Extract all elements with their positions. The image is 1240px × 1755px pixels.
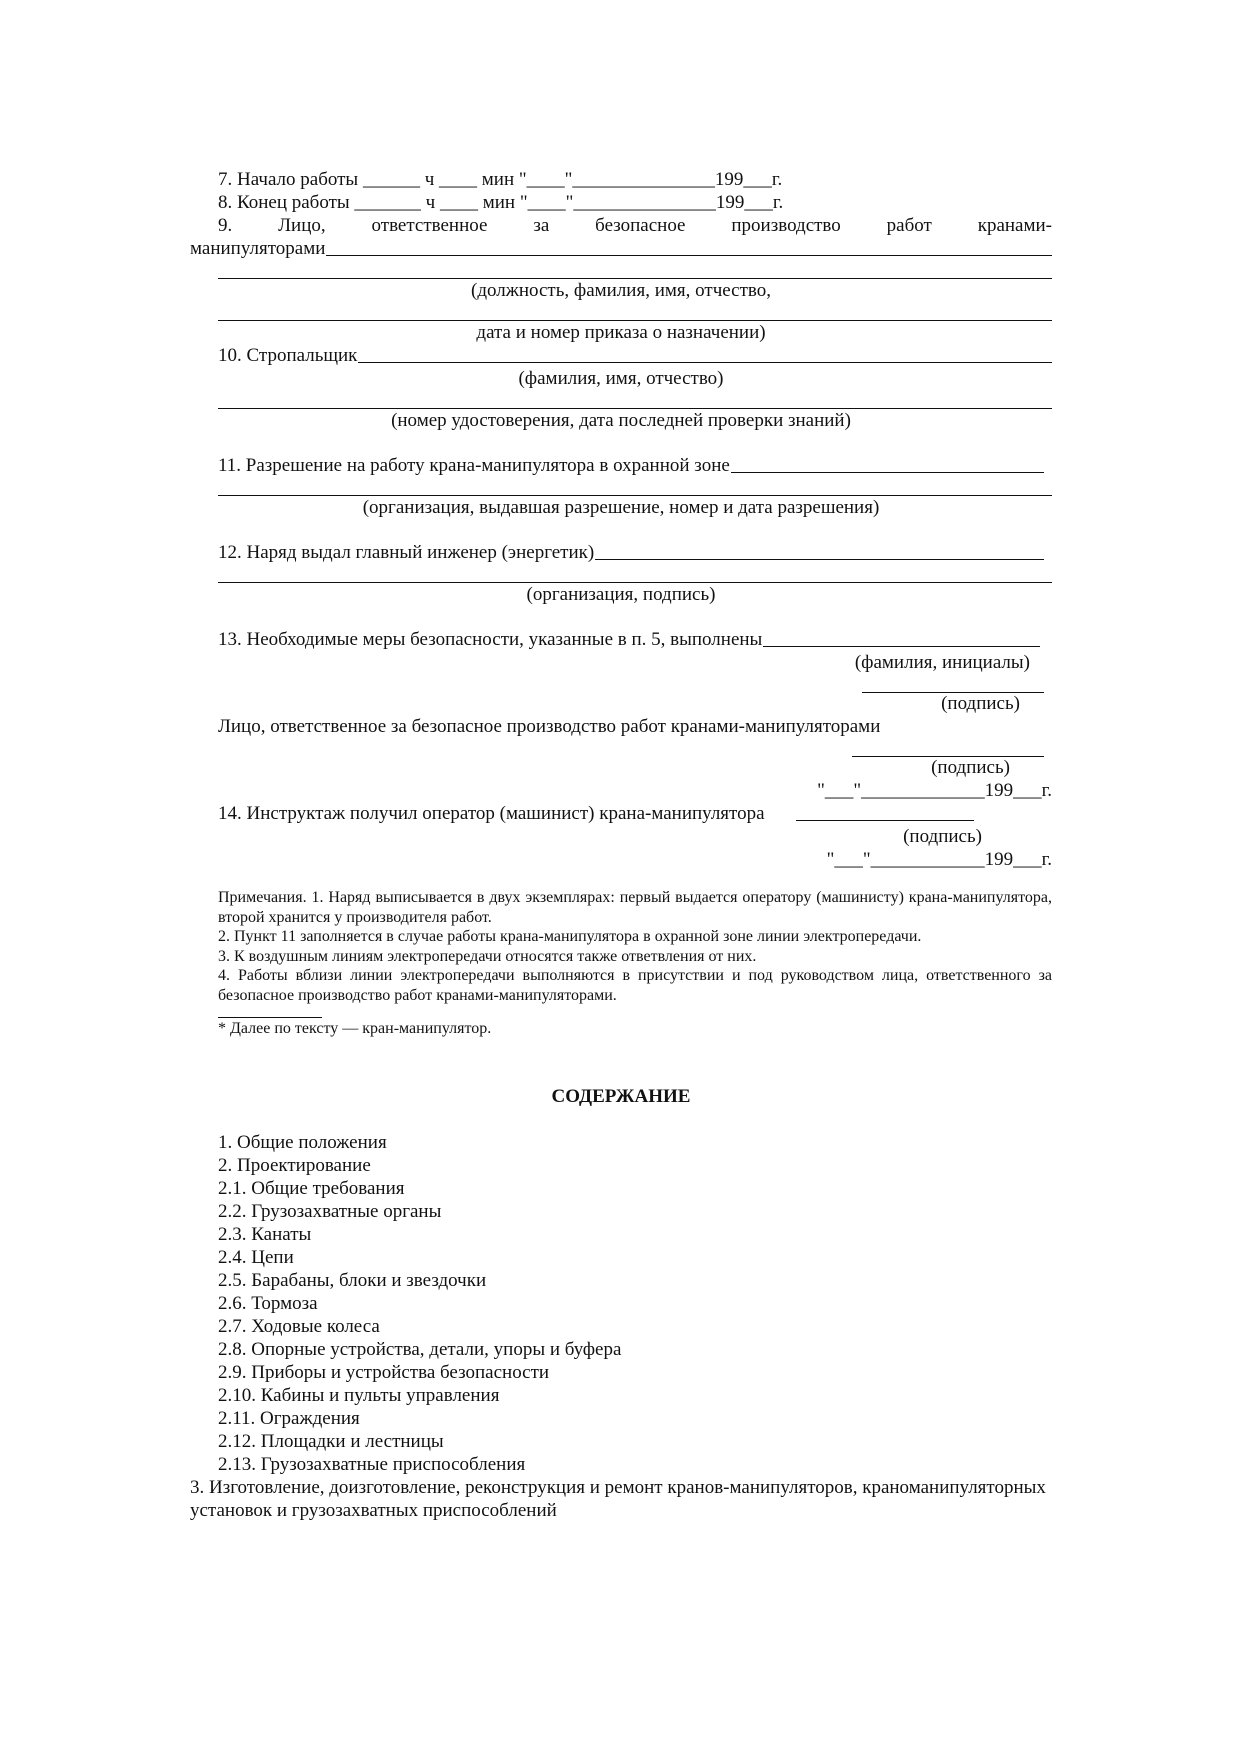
contents-item: 2.11. Ограждения: [218, 1407, 360, 1429]
form-item-14-label: 14. Инструктаж получил оператор (машинист) крана-манипулятора: [218, 803, 765, 824]
footnote: * Далее по тексту — кран-манипулятор.: [218, 1020, 492, 1037]
blank-line: [218, 302, 1052, 321]
contents-item: 2.1. Общие требования: [218, 1177, 405, 1199]
contents-item: 1. Общие положения: [218, 1131, 387, 1153]
contents-item: 2.2. Грузозахватные органы: [218, 1200, 442, 1222]
form-item-11-caption: (организация, выдавшая разрешение, номер и дата разрешения): [362, 497, 880, 518]
responsible-person: Лицо, ответственное за безопасное производство работ кранами-манипуляторами: [218, 716, 881, 737]
contents-item: 2.10. Кабины и пульты управления: [218, 1384, 500, 1406]
form-item-8: 8. Конец работы _______ ч ____ мин "____"_______________199___г.: [218, 192, 784, 213]
note-1: Примечания. 1. Наряд выписывается в двух экземплярах: первый выдается оператору (машинисту) крана-манипулятора, второй хранится у производителя работ.: [218, 889, 1052, 926]
fill-line: [358, 361, 1052, 363]
form-item-13: [190, 628, 1052, 651]
form-item-12-caption: (организация, подпись): [526, 584, 716, 605]
form-item-11-label: 11. Разрешение на работу крана-манипулятора в охранной зоне: [218, 455, 730, 476]
form-item-9-line1: 9. Лицо, ответственное за безопасное производство работ кранами-: [218, 215, 1052, 236]
fill-line: [763, 645, 1040, 647]
contents-item: 2. Проектирование: [218, 1154, 371, 1176]
form-item-9-line2: [190, 237, 1052, 260]
contents-item: 2.9. Приборы и устройства безопасности: [218, 1361, 550, 1383]
document-page: [190, 168, 1052, 1522]
note-2: 2. Пункт 11 заполняется в случае работы крана-манипулятора в охранной зоне линии электропередачи.: [218, 928, 922, 945]
form-item-9-caption2: дата и номер приказа о назначении): [476, 322, 766, 343]
form-item-12: [190, 541, 1052, 564]
fill-line: [731, 471, 1044, 473]
form-item-10: [190, 344, 1052, 367]
form-item-14: [190, 802, 1052, 825]
contents-item-3: 3. Изготовление, доизготовление, реконструкция и ремонт кранов-манипуляторов, краноманипуляторных установок и грузозахватных приспособлений: [190, 1476, 1046, 1521]
contents-item: 2.12. Площадки и лестницы: [218, 1430, 444, 1452]
form-item-14-date: "___"____________199___г.: [826, 849, 1052, 870]
fill-line: [595, 558, 1044, 560]
form-item-12-label: 12. Наряд выдал главный инженер (энергетик): [218, 542, 595, 563]
blank-line: [218, 390, 1052, 409]
fill-line: [796, 819, 974, 821]
form-item-14-caption: (подпись): [903, 826, 982, 847]
contents-item: 2.6. Тормоза: [218, 1292, 318, 1314]
notes-block: [190, 888, 1052, 1039]
form-item-13-label: 13. Необходимые меры безопасности, указанные в п. 5, выполнены: [218, 629, 763, 650]
form-item-13-caption2: (подпись): [941, 693, 1020, 714]
form-item-10-caption1: (фамилия, имя, отчество): [518, 368, 724, 389]
contents-item: 2.5. Барабаны, блоки и звездочки: [218, 1269, 487, 1291]
form-item-7: 7. Начало работы ______ ч ____ мин "____"_______________199___г.: [218, 169, 783, 190]
form-item-9-label: манипуляторами: [190, 238, 326, 259]
form-item-10-label: 10. Стропальщик: [218, 345, 358, 366]
responsible-caption: (подпись): [931, 757, 1010, 778]
contents-list: [190, 1131, 1052, 1476]
note-4: 4. Работы вблизи линии электропередачи выполняются в присутствии и под руководством лица, ответственного за безопасное производство работ кранами-манипуляторами.: [218, 967, 1052, 1004]
form-item-9-caption1: (должность, фамилия, имя, отчество,: [471, 280, 771, 301]
contents-item: 2.8. Опорные устройства, детали, упоры и буфера: [218, 1338, 622, 1360]
blank-line: [218, 564, 1052, 583]
form-item-10-caption2: (номер удостоверения, дата последней проверки знаний): [391, 410, 851, 431]
contents-item: 2.3. Канаты: [218, 1223, 312, 1245]
contents-item: 2.4. Цепи: [218, 1246, 294, 1268]
contents-title: СОДЕРЖАНИЕ: [551, 1085, 691, 1107]
contents-item: 2.13. Грузозахватные приспособления: [218, 1453, 526, 1475]
contents-item: 2.7. Ходовые колеса: [218, 1315, 380, 1337]
form-item-11: [190, 454, 1052, 477]
note-3: 3. К воздушным линиям электропередачи относятся также ответвления от них.: [218, 947, 757, 965]
fill-line: [326, 254, 1052, 256]
blank-line: [218, 477, 1052, 496]
form-item-13-caption1: (фамилия, инициалы): [854, 652, 1030, 673]
responsible-date: "___"_____________199___г.: [817, 780, 1052, 801]
blank-line: [218, 260, 1052, 279]
